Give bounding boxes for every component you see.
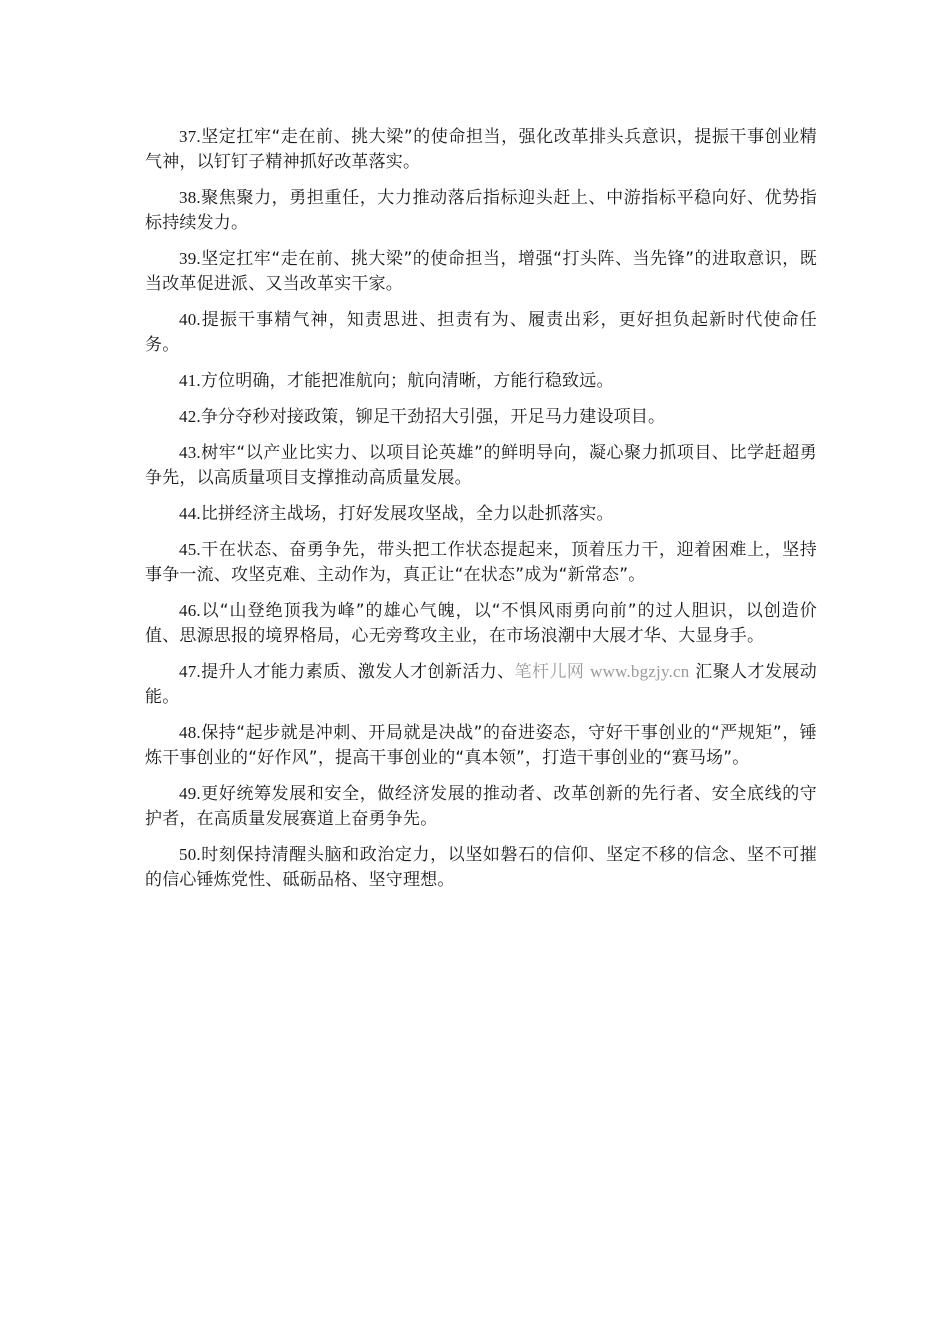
paragraph-43: 43.树牢“以产业比实力、以项目论英雄”的鲜明导向，凝心聚力抓项目、比学赶超勇争先，以高质量项目支撑推动高质量发展。: [145, 443, 817, 488]
paragraph-50: 50.时刻保持清醒头脑和政治定力，以坚如磐石的信仰、坚定不移的信念、坚不可摧的信心锤炼党性、砥砺品格、坚守理想。: [145, 845, 817, 890]
paragraph-39: 39.坚定扛牢“走在前、挑大梁”的使命担当，增强“打头阵、当先锋”的进取意识，既当改革促进派、又当改革实干家。: [145, 249, 817, 294]
paragraph-45: 45.干在状态、奋勇争先，带头把工作状态提起来，顶着压力干，迎着困难上，坚持事争一流、攻坚克难、主动作为，真正让“在状态”成为“新常态”。: [145, 540, 817, 585]
watermark-url: www.bgzjy.cn: [590, 662, 690, 681]
paragraph-48: 48.保持“起步就是冲刺、开局就是决战”的奋进姿态，守好干事创业的“严规矩”，锤炼干事创业的“好作风”，提高干事创业的“真本领”，打造干事创业的“赛马场”。: [145, 723, 817, 768]
paragraph-38: 38.聚焦聚力，勇担重任，大力推动落后指标迎头赶上、中游指标平稳向好、优势指标持续发力。: [145, 188, 817, 233]
paragraph-49: 49.更好统筹发展和安全，做经济发展的推动者、改革创新的先行者、安全底线的守护者，在高质量发展赛道上奋勇争先。: [145, 784, 817, 829]
paragraph-41: 41.方位明确，才能把准航向；航向清晰，方能行稳致远。: [179, 371, 614, 391]
paragraph-37: 37.坚定扛牢“走在前、挑大梁”的使命担当，强化改革排头兵意识，提振干事创业精气神，以钉钉子精神抓好改革落实。: [145, 127, 817, 172]
paragraph-44: 44.比拼经济主战场，打好发展攻坚战，全力以赴抓落实。: [179, 504, 614, 524]
paragraph-42: 42.争分夺秒对接政策，铆足干劲招大引强，开足马力建设项目。: [179, 407, 666, 427]
paragraph-47: 47.提升人才能力素质、激发人才创新活力、笔杆儿网 www.bgzjy.cn 汇聚人才发展动能。: [145, 662, 817, 707]
paragraph-40: 40.提振干事精气神，知责思进、担责有为、履责出彩，更好担负起新时代使命任务。: [145, 310, 817, 355]
paragraph-46: 46.以“山登绝顶我为峰”的雄心气魄，以“不惧风雨勇向前”的过人胆识，以创造价值、思源思报的境界格局，心无旁骛攻主业，在市场浪潮中大展才华、大显身手。: [145, 601, 817, 646]
watermark-text: 笔杆儿网: [514, 662, 585, 682]
document-body: [145, 124, 817, 903]
